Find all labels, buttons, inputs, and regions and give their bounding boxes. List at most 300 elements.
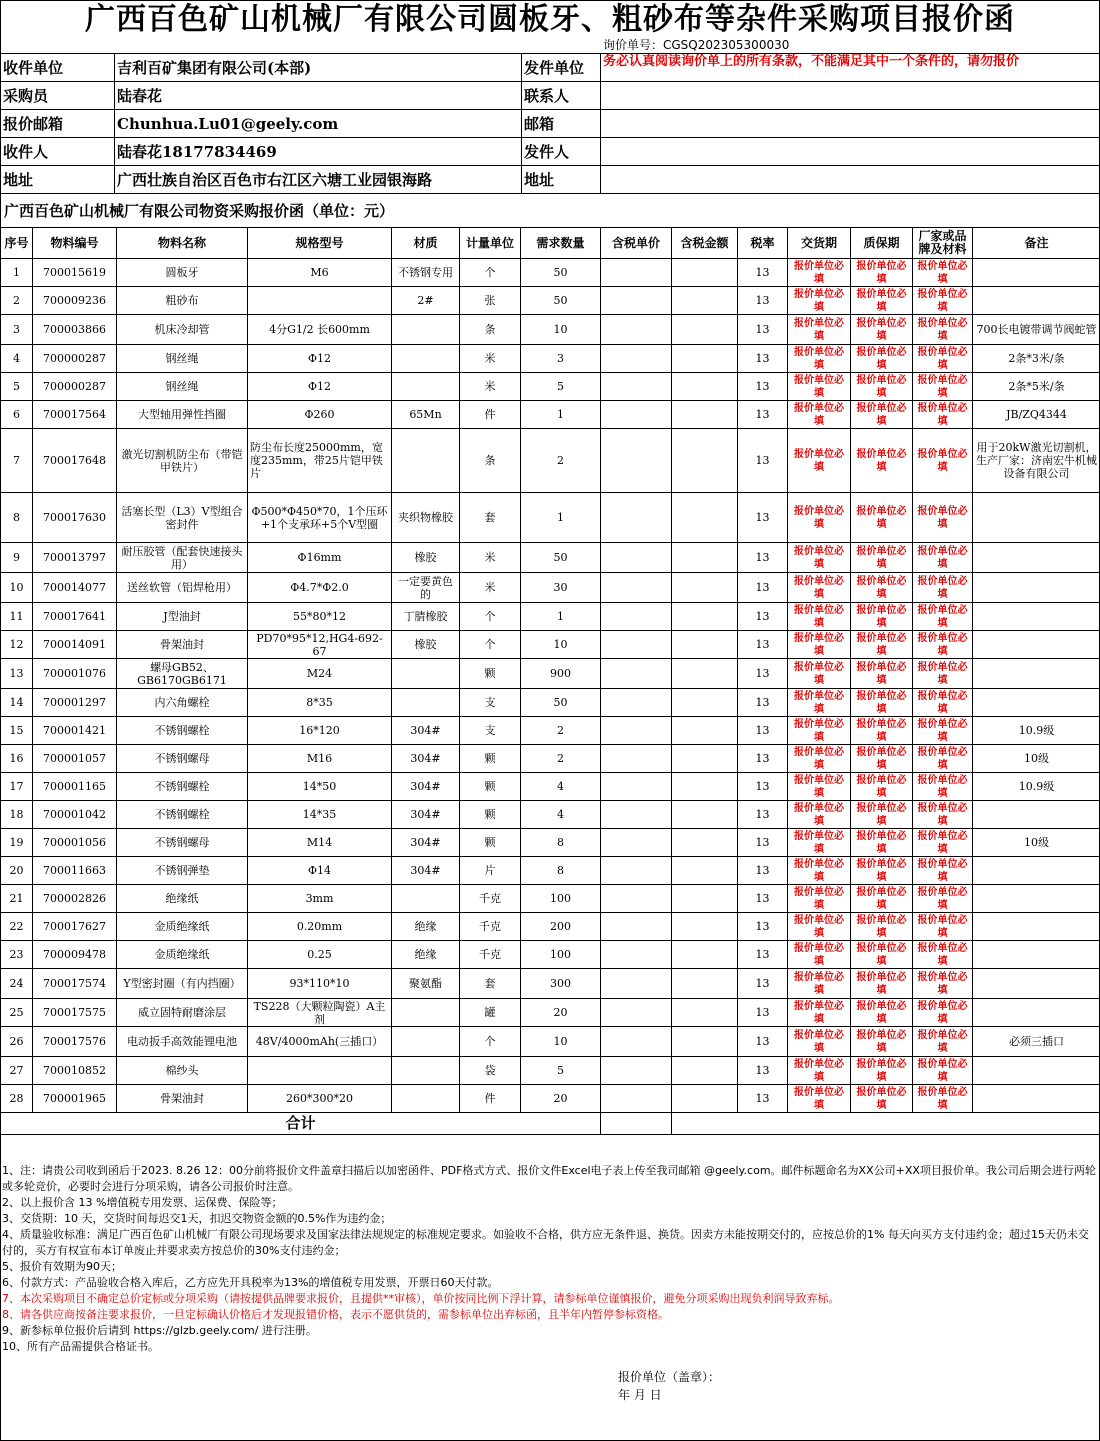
cell-price-input[interactable] — [601, 401, 672, 429]
required-brand[interactable]: 报价单位必填 — [913, 493, 973, 543]
required-brand[interactable]: 报价单位必填 — [913, 745, 973, 773]
cell-price-input[interactable] — [601, 287, 672, 315]
cell-price-input[interactable] — [601, 941, 672, 969]
required-brand[interactable]: 报价单位必填 — [913, 801, 973, 829]
required-warranty[interactable]: 报价单位必填 — [851, 259, 913, 287]
table-row — [1, 829, 1100, 857]
cell-price-input[interactable] — [601, 429, 672, 493]
required-brand[interactable]: 报价单位必填 — [913, 315, 973, 345]
note-item: 9、新参标单位报价后请到 https://glzb.geely.com/ 进行注册。 — [2, 1324, 317, 1337]
required-brand[interactable]: 报价单位必填 — [913, 885, 973, 913]
cell-name: 活塞长型（L3）V型组合密封件 — [117, 493, 248, 543]
cell-tax: 13 — [738, 885, 788, 913]
cell-name: 不锈钢弹垫 — [117, 857, 248, 885]
cell-code: 700014077 — [33, 573, 117, 603]
cell-spec: 8*35 — [248, 689, 392, 717]
cell-qty: 10 — [521, 1027, 601, 1057]
cell-amount-input[interactable] — [672, 429, 738, 493]
required-warranty[interactable]: 报价单位必填 — [851, 1027, 913, 1057]
required-warranty[interactable]: 报价单位必填 — [851, 941, 913, 969]
required-warranty[interactable]: 报价单位必填 — [851, 801, 913, 829]
cell-mat: 304# — [392, 829, 460, 857]
required-warranty[interactable]: 报价单位必填 — [851, 717, 913, 745]
cell-price-input[interactable] — [601, 373, 672, 401]
cell-no: 12 — [1, 631, 33, 659]
info-value: 陆春花18177834469 — [115, 138, 522, 166]
cell-qty: 2 — [521, 717, 601, 745]
cell-qty: 1 — [521, 401, 601, 429]
cell-name: Y型密封圈（有内挡圈） — [117, 969, 248, 999]
cell-spec: TS228（大颗粒陶瓷）A主剂 — [248, 999, 392, 1027]
info-value: Chunhua.Lu01@geely.com — [115, 110, 522, 138]
required-delivery[interactable]: 报价单位必填 — [788, 1085, 851, 1113]
required-warranty[interactable]: 报价单位必填 — [851, 631, 913, 659]
required-delivery[interactable]: 报价单位必填 — [788, 631, 851, 659]
required-brand[interactable]: 报价单位必填 — [913, 603, 973, 631]
required-warranty[interactable]: 报价单位必填 — [851, 493, 913, 543]
required-delivery[interactable]: 报价单位必填 — [788, 1057, 851, 1085]
cell-tax: 13 — [738, 941, 788, 969]
required-delivery[interactable]: 报价单位必填 — [788, 1027, 851, 1057]
required-delivery[interactable]: 报价单位必填 — [788, 913, 851, 941]
cell-no: 4 — [1, 345, 33, 373]
cell-qty: 3 — [521, 345, 601, 373]
cell-qty: 50 — [521, 259, 601, 287]
cell-code: 700017574 — [33, 969, 117, 999]
column-header: 税率 — [738, 228, 788, 259]
required-brand[interactable]: 报价单位必填 — [913, 689, 973, 717]
cell-qty: 1 — [521, 603, 601, 631]
required-delivery[interactable]: 报价单位必填 — [788, 543, 851, 573]
cell-price-input[interactable] — [601, 885, 672, 913]
cell-mat: 丁腈橡胶 — [392, 603, 460, 631]
column-header: 计量单位 — [460, 228, 521, 259]
required-warranty[interactable]: 报价单位必填 — [851, 315, 913, 345]
required-brand[interactable]: 报价单位必填 — [913, 941, 973, 969]
column-header: 需求数量 — [521, 228, 601, 259]
cell-amount-input[interactable] — [672, 885, 738, 913]
cell-qty: 10 — [521, 315, 601, 345]
required-warranty[interactable]: 报价单位必填 — [851, 345, 913, 373]
cell-price-input[interactable] — [601, 631, 672, 659]
cell-price-input[interactable] — [601, 829, 672, 857]
required-brand[interactable]: 报价单位必填 — [913, 659, 973, 689]
required-brand[interactable]: 报价单位必填 — [913, 829, 973, 857]
cell-qty: 20 — [521, 1085, 601, 1113]
required-delivery[interactable]: 报价单位必填 — [788, 659, 851, 689]
cell-price-input[interactable] — [601, 573, 672, 603]
cell-price-input[interactable] — [601, 659, 672, 689]
cell-mat — [392, 659, 460, 689]
cell-amount-input[interactable] — [672, 773, 738, 801]
cell-note: 10.9级 — [973, 717, 1100, 745]
cell-spec: M24 — [248, 659, 392, 689]
cell-amount-input[interactable] — [672, 941, 738, 969]
cell-tax: 13 — [738, 259, 788, 287]
cell-mat: 304# — [392, 717, 460, 745]
cell-name: 钢丝绳 — [117, 345, 248, 373]
cell-unit: 颗 — [460, 829, 521, 857]
cell-price-input[interactable] — [601, 259, 672, 287]
required-delivery[interactable]: 报价单位必填 — [788, 941, 851, 969]
cell-note: 用于20kW激光切割机，生产厂家：济南宏牛机械设备有限公司 — [973, 429, 1100, 493]
required-delivery[interactable]: 报价单位必填 — [788, 745, 851, 773]
cell-code: 700003866 — [33, 315, 117, 345]
cell-spec: Φ260 — [248, 401, 392, 429]
cell-code: 700017627 — [33, 913, 117, 941]
cell-code: 700010852 — [33, 1057, 117, 1085]
cell-tax: 13 — [738, 969, 788, 999]
required-brand[interactable]: 报价单位必填 — [913, 573, 973, 603]
cell-amount-input[interactable] — [672, 1085, 738, 1113]
items-table — [0, 227, 1100, 1135]
cell-spec: Φ12 — [248, 345, 392, 373]
cell-price-input[interactable] — [601, 493, 672, 543]
column-header: 含税金额 — [672, 228, 738, 259]
cell-amount-input[interactable] — [672, 401, 738, 429]
cell-price-input[interactable] — [601, 315, 672, 345]
cell-no: 9 — [1, 543, 33, 573]
cell-note: 必须三插口 — [973, 1027, 1100, 1057]
cell-amount-input[interactable] — [672, 689, 738, 717]
table-row — [1, 801, 1100, 829]
cell-spec: M6 — [248, 259, 392, 287]
required-delivery[interactable]: 报价单位必填 — [788, 603, 851, 631]
required-delivery[interactable]: 报价单位必填 — [788, 717, 851, 745]
info-value: 陆春花 — [115, 82, 522, 110]
total-price-cell[interactable] — [601, 1113, 672, 1135]
required-brand[interactable]: 报价单位必填 — [913, 1057, 973, 1085]
cell-no: 1 — [1, 259, 33, 287]
cell-note: 10.9级 — [973, 773, 1100, 801]
table-row — [1, 259, 1100, 287]
required-brand[interactable]: 报价单位必填 — [913, 345, 973, 373]
required-delivery[interactable]: 报价单位必填 — [788, 999, 851, 1027]
cell-amount-input[interactable] — [672, 717, 738, 745]
required-brand[interactable]: 报价单位必填 — [913, 717, 973, 745]
cell-amount-input[interactable] — [672, 259, 738, 287]
cell-price-input[interactable] — [601, 1057, 672, 1085]
cell-amount-input[interactable] — [672, 1057, 738, 1085]
cell-name: 机床冷却管 — [117, 315, 248, 345]
required-delivery[interactable]: 报价单位必填 — [788, 259, 851, 287]
cell-name: 圆板牙 — [117, 259, 248, 287]
required-warranty[interactable]: 报价单位必填 — [851, 857, 913, 885]
sender-input-cell[interactable] — [601, 166, 1100, 194]
required-delivery[interactable]: 报价单位必填 — [788, 689, 851, 717]
table-row — [1, 401, 1100, 429]
cell-no: 15 — [1, 717, 33, 745]
cell-spec: 14*35 — [248, 801, 392, 829]
cell-qty: 8 — [521, 857, 601, 885]
cell-spec: 260*300*20 — [248, 1085, 392, 1113]
column-header: 含税单价 — [601, 228, 672, 259]
cell-unit: 支 — [460, 689, 521, 717]
cell-code: 700001297 — [33, 689, 117, 717]
required-warranty[interactable]: 报价单位必填 — [851, 373, 913, 401]
cell-mat: 一定要黄色的 — [392, 573, 460, 603]
cell-no: 10 — [1, 573, 33, 603]
cell-name: 耐压胶管（配套快速接头用） — [117, 543, 248, 573]
column-header: 物料编号 — [33, 228, 117, 259]
cell-note — [973, 631, 1100, 659]
required-warranty[interactable]: 报价单位必填 — [851, 689, 913, 717]
cell-price-input[interactable] — [601, 801, 672, 829]
cell-note: JB/ZQ4344 — [973, 401, 1100, 429]
required-brand[interactable]: 报价单位必填 — [913, 773, 973, 801]
required-delivery[interactable]: 报价单位必填 — [788, 315, 851, 345]
cell-unit: 颗 — [460, 801, 521, 829]
table-row — [1, 1085, 1100, 1113]
required-brand[interactable]: 报价单位必填 — [913, 429, 973, 493]
required-brand[interactable]: 报价单位必填 — [913, 1027, 973, 1057]
required-delivery[interactable]: 报价单位必填 — [788, 429, 851, 493]
required-delivery[interactable]: 报价单位必填 — [788, 829, 851, 857]
required-warranty[interactable]: 报价单位必填 — [851, 999, 913, 1027]
cell-amount-input[interactable] — [672, 801, 738, 829]
cell-mat: 2# — [392, 287, 460, 315]
cell-price-input[interactable] — [601, 745, 672, 773]
required-brand[interactable]: 报价单位必填 — [913, 969, 973, 999]
required-brand[interactable]: 报价单位必填 — [913, 401, 973, 429]
sender-input-cell[interactable] — [601, 110, 1100, 138]
cell-note — [973, 801, 1100, 829]
info-row — [1, 54, 1100, 82]
cell-name: 骨架油封 — [117, 631, 248, 659]
cell-name: 大型轴用弹性挡圈 — [117, 401, 248, 429]
cell-mat: 304# — [392, 773, 460, 801]
cell-price-input[interactable] — [601, 603, 672, 631]
required-brand[interactable]: 报价单位必填 — [913, 999, 973, 1027]
cell-mat — [392, 315, 460, 345]
required-warranty[interactable]: 报价单位必填 — [851, 287, 913, 315]
cell-price-input[interactable] — [601, 913, 672, 941]
note-item: 1、注：请贵公司收到函后于2023. 8.26 12：00分前将报价文件盖章扫描后以加密函件、PDF格式方式、报价文件Excel电子表上传至我司邮箱 @geely.com。邮件标题命名为XX公司+XX项目报价单。我公司后期会进行两轮或多轮竞价，必要时会进行分项采购，请各公司报价时注意。 — [2, 1164, 1096, 1193]
sender-input-cell[interactable] — [601, 138, 1100, 166]
required-delivery[interactable]: 报价单位必填 — [788, 345, 851, 373]
required-delivery[interactable]: 报价单位必填 — [788, 857, 851, 885]
info-label: 报价邮箱 — [1, 110, 115, 138]
required-warranty[interactable]: 报价单位必填 — [851, 659, 913, 689]
info-label: 发件人 — [522, 138, 601, 166]
cell-name: 内六角螺栓 — [117, 689, 248, 717]
cell-spec — [248, 287, 392, 315]
cell-tax: 13 — [738, 717, 788, 745]
cell-price-input[interactable] — [601, 773, 672, 801]
cell-spec: Φ4.7*Φ2.0 — [248, 573, 392, 603]
cell-code: 700001057 — [33, 745, 117, 773]
cell-amount-input[interactable] — [672, 829, 738, 857]
cell-mat — [392, 1027, 460, 1057]
cell-spec: 防尘布长度25000mm，宽度235mm，带25片铠甲铁片 — [248, 429, 392, 493]
info-label: 邮箱 — [522, 110, 601, 138]
required-warranty[interactable]: 报价单位必填 — [851, 829, 913, 857]
required-brand[interactable]: 报价单位必填 — [913, 373, 973, 401]
table-row — [1, 573, 1100, 603]
cell-no: 19 — [1, 829, 33, 857]
required-delivery[interactable]: 报价单位必填 — [788, 773, 851, 801]
cell-name: 粗砂布 — [117, 287, 248, 315]
cell-spec: 4分G1/2 长600mm — [248, 315, 392, 345]
note-item: 6、付款方式：产品验收合格入库后，乙方应先开具税率为13%的增值税专用发票，开票日60天付款。 — [2, 1276, 499, 1289]
cell-amount-input[interactable] — [672, 287, 738, 315]
cell-price-input[interactable] — [601, 999, 672, 1027]
cell-spec: Φ14 — [248, 857, 392, 885]
cell-amount-input[interactable] — [672, 857, 738, 885]
cell-unit: 米 — [460, 373, 521, 401]
table-row — [1, 941, 1100, 969]
required-warranty[interactable]: 报价单位必填 — [851, 603, 913, 631]
cell-spec: 0.25 — [248, 941, 392, 969]
cell-spec: PD70*95*12,HG4-692-67 — [248, 631, 392, 659]
cell-qty: 4 — [521, 773, 601, 801]
cell-amount-input[interactable] — [672, 573, 738, 603]
cell-price-input[interactable] — [601, 717, 672, 745]
required-brand[interactable]: 报价单位必填 — [913, 913, 973, 941]
cell-tax: 13 — [738, 573, 788, 603]
required-warranty[interactable]: 报价单位必填 — [851, 969, 913, 999]
cell-no: 6 — [1, 401, 33, 429]
required-delivery[interactable]: 报价单位必填 — [788, 969, 851, 999]
total-amount-cell[interactable] — [672, 1113, 1100, 1135]
cell-price-input[interactable] — [601, 1085, 672, 1113]
table-row — [1, 689, 1100, 717]
required-brand[interactable]: 报价单位必填 — [913, 857, 973, 885]
cell-name: 不锈钢螺栓 — [117, 717, 248, 745]
cell-amount-input[interactable] — [672, 603, 738, 631]
cell-note — [973, 493, 1100, 543]
cell-tax: 13 — [738, 287, 788, 315]
required-delivery[interactable]: 报价单位必填 — [788, 401, 851, 429]
cell-amount-input[interactable] — [672, 373, 738, 401]
cell-spec: Φ500*Φ450*70，1个压环+1个支承环+5个V型圈 — [248, 493, 392, 543]
cell-mat — [392, 885, 460, 913]
cell-note — [973, 885, 1100, 913]
cell-qty: 100 — [521, 885, 601, 913]
info-row — [1, 82, 1100, 110]
required-warranty[interactable]: 报价单位必填 — [851, 773, 913, 801]
cell-amount-input[interactable] — [672, 969, 738, 999]
cell-name: 螺母GB52、GB6170GB6171 — [117, 659, 248, 689]
required-warranty[interactable]: 报价单位必填 — [851, 429, 913, 493]
table-row — [1, 773, 1100, 801]
required-brand[interactable]: 报价单位必填 — [913, 543, 973, 573]
cell-unit: 件 — [460, 1085, 521, 1113]
table-row — [1, 315, 1100, 345]
cell-mat — [392, 999, 460, 1027]
cell-note — [973, 689, 1100, 717]
cell-no: 7 — [1, 429, 33, 493]
cell-amount-input[interactable] — [672, 659, 738, 689]
sign-date: 年 月 日 — [618, 1388, 662, 1402]
required-warranty[interactable]: 报价单位必填 — [851, 543, 913, 573]
cell-tax: 13 — [738, 345, 788, 373]
note-item: 2、以上报价含 13 %增值税专用发票、运保费、保险等； — [2, 1196, 283, 1209]
cell-tax: 13 — [738, 1027, 788, 1057]
required-warranty[interactable]: 报价单位必填 — [851, 745, 913, 773]
cell-tax: 13 — [738, 603, 788, 631]
cell-qty: 50 — [521, 543, 601, 573]
cell-qty: 8 — [521, 829, 601, 857]
cell-unit: 千克 — [460, 885, 521, 913]
cell-spec — [248, 1057, 392, 1085]
required-brand[interactable]: 报价单位必填 — [913, 259, 973, 287]
cell-mat — [392, 1057, 460, 1085]
required-warranty[interactable]: 报价单位必填 — [851, 1085, 913, 1113]
table-row — [1, 345, 1100, 373]
cell-amount-input[interactable] — [672, 631, 738, 659]
required-brand[interactable]: 报价单位必填 — [913, 631, 973, 659]
required-warranty[interactable]: 报价单位必填 — [851, 913, 913, 941]
cell-no: 17 — [1, 773, 33, 801]
cell-name: 钢丝绳 — [117, 373, 248, 401]
cell-unit: 颗 — [460, 659, 521, 689]
column-header: 规格型号 — [248, 228, 392, 259]
cell-amount-input[interactable] — [672, 543, 738, 573]
cell-price-input[interactable] — [601, 689, 672, 717]
cell-tax: 13 — [738, 429, 788, 493]
cell-no: 18 — [1, 801, 33, 829]
cell-unit: 个 — [460, 259, 521, 287]
required-warranty[interactable]: 报价单位必填 — [851, 573, 913, 603]
cell-spec: 3mm — [248, 885, 392, 913]
table-row — [1, 543, 1100, 573]
cell-price-input[interactable] — [601, 543, 672, 573]
cell-no: 20 — [1, 857, 33, 885]
cell-amount-input[interactable] — [672, 913, 738, 941]
cell-no: 24 — [1, 969, 33, 999]
required-warranty[interactable]: 报价单位必填 — [851, 885, 913, 913]
required-warranty[interactable]: 报价单位必填 — [851, 1057, 913, 1085]
cell-mat: 304# — [392, 857, 460, 885]
cell-mat — [392, 1085, 460, 1113]
cell-unit: 个 — [460, 603, 521, 631]
cell-amount-input[interactable] — [672, 315, 738, 345]
cell-qty: 30 — [521, 573, 601, 603]
cell-unit: 罐 — [460, 999, 521, 1027]
required-warranty[interactable]: 报价单位必填 — [851, 401, 913, 429]
cell-amount-input[interactable] — [672, 745, 738, 773]
required-delivery[interactable]: 报价单位必填 — [788, 493, 851, 543]
required-delivery[interactable]: 报价单位必填 — [788, 287, 851, 315]
required-delivery[interactable]: 报价单位必填 — [788, 801, 851, 829]
cell-note — [973, 573, 1100, 603]
cell-price-input[interactable] — [601, 345, 672, 373]
cell-amount-input[interactable] — [672, 1027, 738, 1057]
table-header-row — [1, 228, 1100, 259]
required-delivery[interactable]: 报价单位必填 — [788, 373, 851, 401]
cell-price-input[interactable] — [601, 969, 672, 999]
info-value: 广西壮族自治区百色市右江区六塘工业园银海路 — [115, 166, 522, 194]
info-label: 地址 — [1, 166, 115, 194]
sender-input-cell[interactable] — [601, 82, 1100, 110]
required-brand[interactable]: 报价单位必填 — [913, 1085, 973, 1113]
cell-unit: 颗 — [460, 745, 521, 773]
cell-amount-input[interactable] — [672, 493, 738, 543]
cell-amount-input[interactable] — [672, 345, 738, 373]
required-delivery[interactable]: 报价单位必填 — [788, 885, 851, 913]
cell-qty: 100 — [521, 941, 601, 969]
cell-spec: Φ16mm — [248, 543, 392, 573]
required-delivery[interactable]: 报价单位必填 — [788, 573, 851, 603]
warning-text: 务必认真阅读询价单上的所有条款，不能满足其中一个条件的，请勿报价 — [601, 54, 1100, 82]
cell-tax: 13 — [738, 1085, 788, 1113]
required-brand[interactable]: 报价单位必填 — [913, 287, 973, 315]
cell-price-input[interactable] — [601, 857, 672, 885]
cell-price-input[interactable] — [601, 1027, 672, 1057]
cell-qty: 4 — [521, 801, 601, 829]
cell-amount-input[interactable] — [672, 999, 738, 1027]
